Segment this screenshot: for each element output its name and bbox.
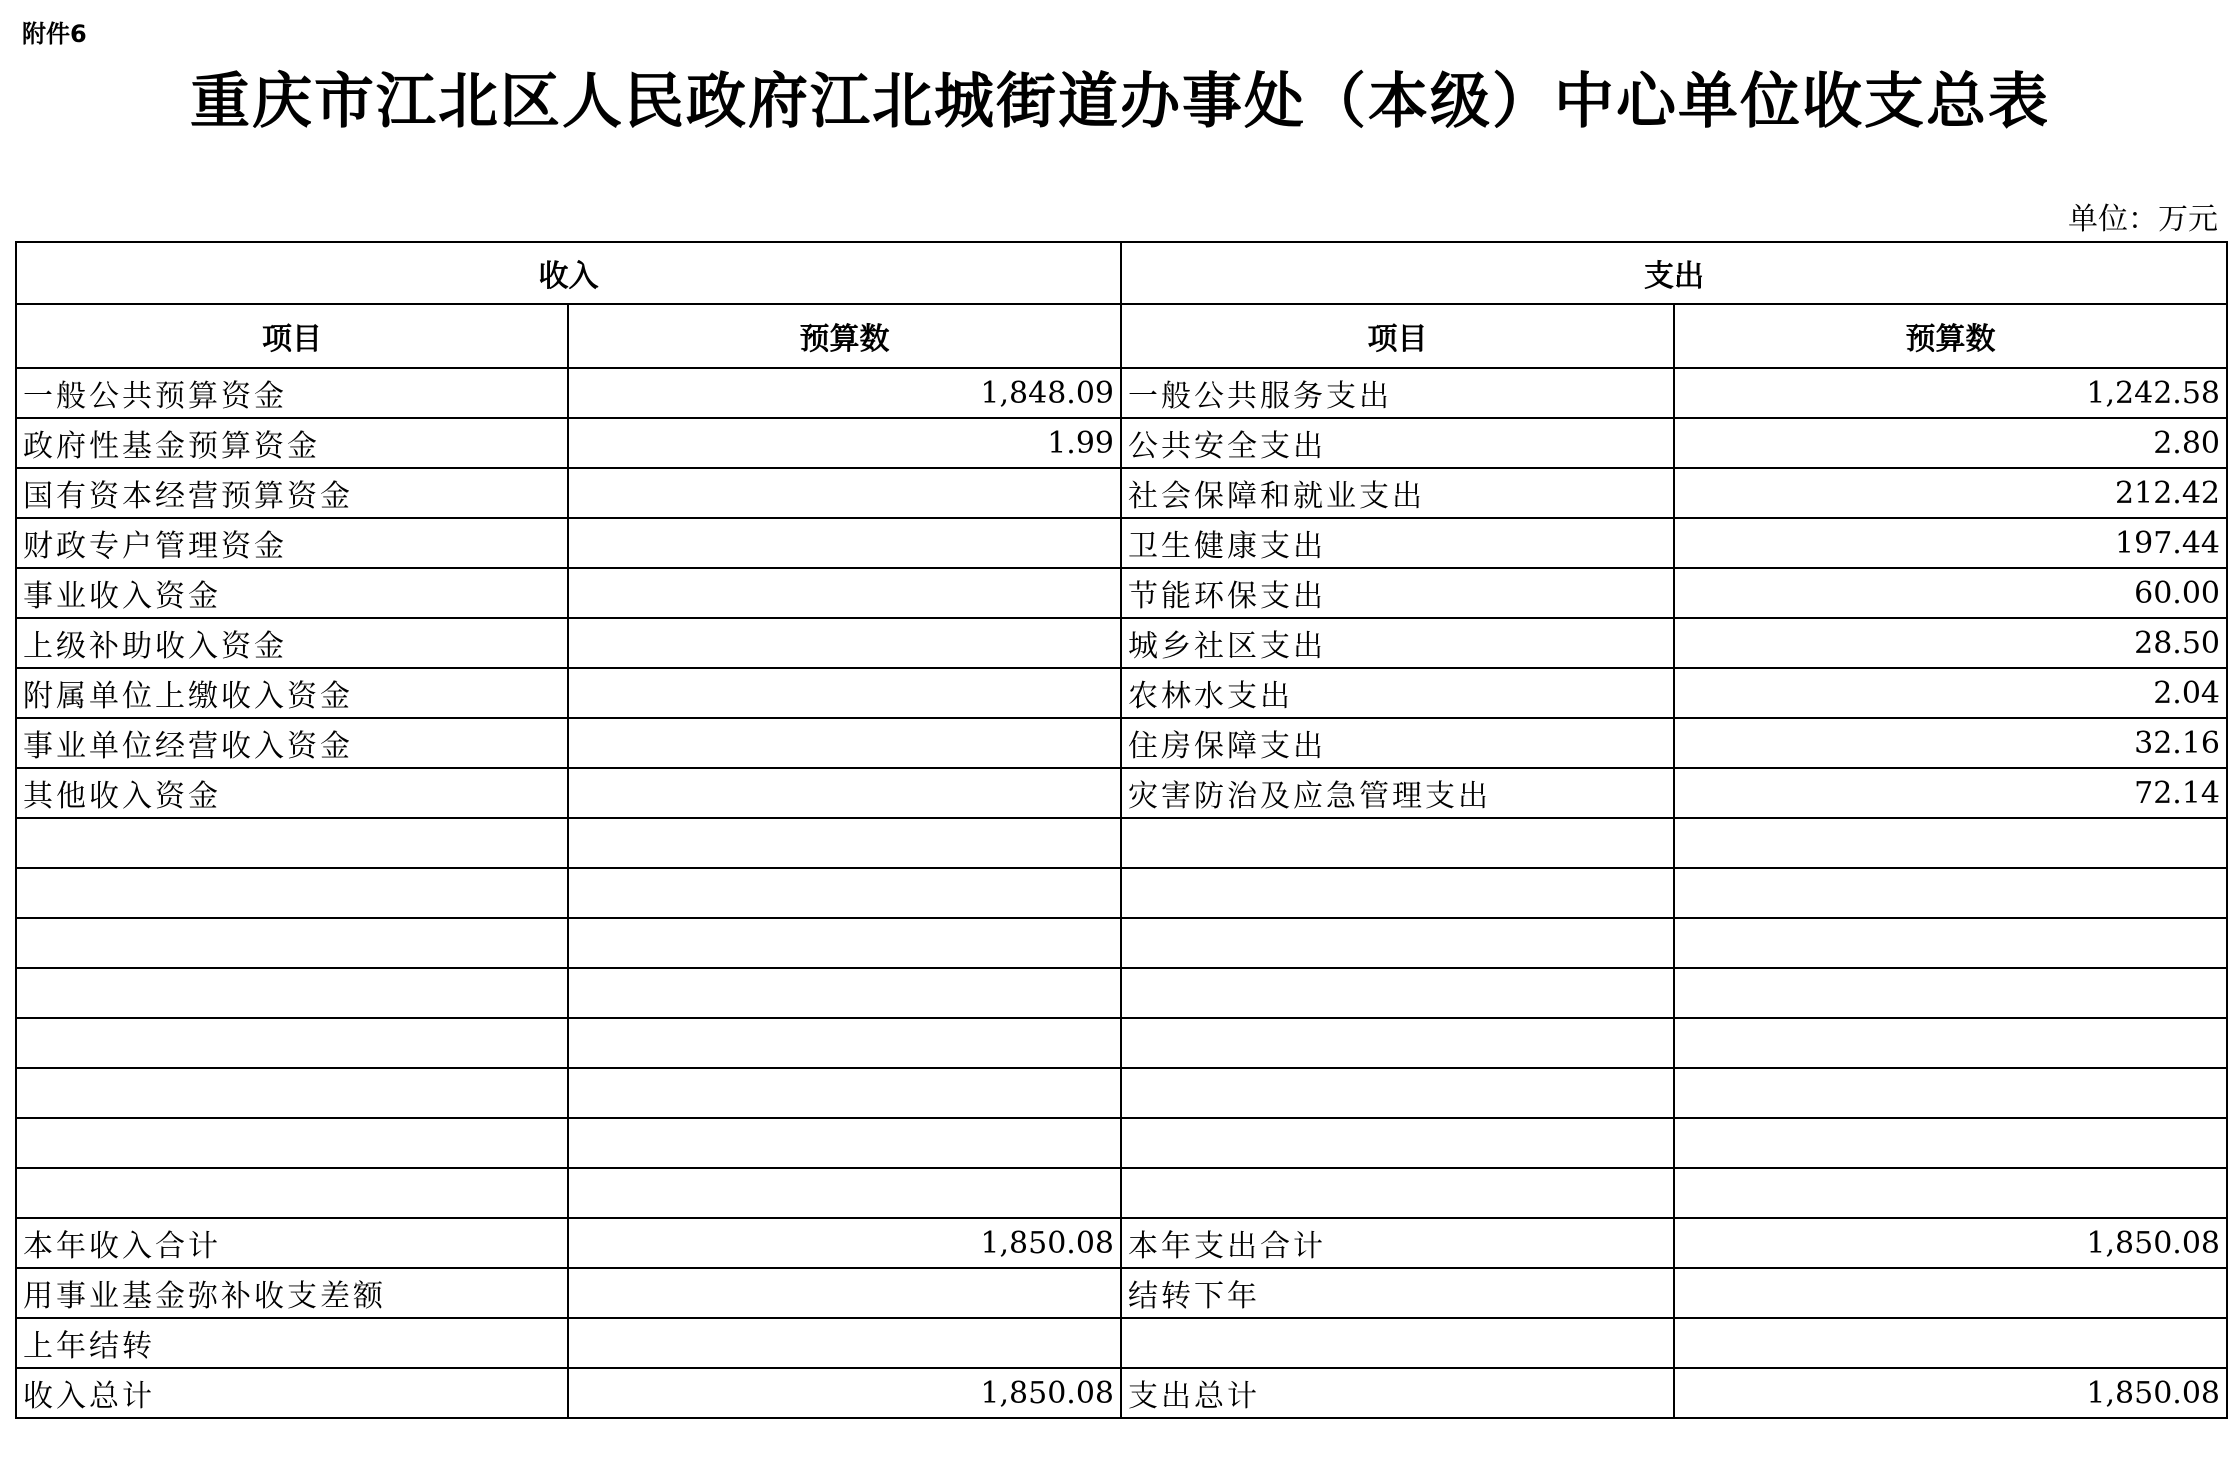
expense-value-cell: 1,850.08	[1674, 1368, 2227, 1418]
expense-budget-header: 预算数	[1674, 304, 2227, 368]
income-value-cell	[568, 1018, 1121, 1068]
income-value-cell	[568, 468, 1121, 518]
income-item-cell: 其他收入资金	[16, 768, 568, 818]
expense-value-cell: 197.44	[1674, 518, 2227, 568]
income-item-cell: 上年结转	[16, 1318, 568, 1368]
table-row	[16, 1018, 2227, 1068]
table-row	[16, 1318, 2227, 1368]
income-value-cell	[568, 818, 1121, 868]
group-header-row	[16, 242, 2227, 304]
table-row	[16, 868, 2227, 918]
income-value-cell	[568, 668, 1121, 718]
expense-item-cell	[1121, 918, 1674, 968]
expense-item-cell: 本年支出合计	[1121, 1218, 1674, 1268]
table-row	[16, 518, 2227, 568]
expense-value-cell	[1674, 918, 2227, 968]
income-value-cell	[568, 618, 1121, 668]
expense-item-cell: 灾害防治及应急管理支出	[1121, 768, 1674, 818]
income-item-cell	[16, 1018, 568, 1068]
expense-value-cell	[1674, 1018, 2227, 1068]
income-item-cell	[16, 868, 568, 918]
income-item-cell: 事业单位经营收入资金	[16, 718, 568, 768]
income-value-cell	[568, 1068, 1121, 1118]
table-row	[16, 768, 2227, 818]
expense-item-cell: 卫生健康支出	[1121, 518, 1674, 568]
expense-value-cell: 72.14	[1674, 768, 2227, 818]
table-row	[16, 468, 2227, 518]
income-item-cell: 本年收入合计	[16, 1218, 568, 1268]
expense-item-cell: 住房保障支出	[1121, 718, 1674, 768]
income-item-cell: 政府性基金预算资金	[16, 418, 568, 468]
expense-value-cell	[1674, 1068, 2227, 1118]
income-value-cell	[568, 568, 1121, 618]
income-value-cell	[568, 1118, 1121, 1168]
income-value-cell: 1.99	[568, 418, 1121, 468]
expense-value-cell	[1674, 818, 2227, 868]
expense-item-cell: 社会保障和就业支出	[1121, 468, 1674, 518]
expense-value-cell: 1,850.08	[1674, 1218, 2227, 1268]
income-value-cell	[568, 718, 1121, 768]
income-value-cell	[568, 868, 1121, 918]
income-item-cell: 一般公共预算资金	[16, 368, 568, 418]
expense-item-cell	[1121, 818, 1674, 868]
income-item-cell: 附属单位上缴收入资金	[16, 668, 568, 718]
expense-value-cell: 60.00	[1674, 568, 2227, 618]
expense-item-cell	[1121, 1118, 1674, 1168]
table-row	[16, 918, 2227, 968]
expense-value-cell: 28.50	[1674, 618, 2227, 668]
income-value-cell	[568, 968, 1121, 1018]
income-item-cell: 财政专户管理资金	[16, 518, 568, 568]
table-row	[16, 1118, 2227, 1168]
attachment-label: 附件6	[22, 20, 87, 48]
expense-value-cell	[1674, 1118, 2227, 1168]
table-row	[16, 418, 2227, 468]
table-row	[16, 1168, 2227, 1218]
table-row	[16, 968, 2227, 1018]
income-item-cell	[16, 1168, 568, 1218]
expense-item-header: 项目	[1121, 304, 1674, 368]
income-item-cell: 用事业基金弥补收支差额	[16, 1268, 568, 1318]
expense-value-cell	[1674, 868, 2227, 918]
table-row	[16, 668, 2227, 718]
expense-item-cell	[1121, 1068, 1674, 1118]
income-item-cell	[16, 818, 568, 868]
income-item-cell: 收入总计	[16, 1368, 568, 1418]
expense-item-cell	[1121, 868, 1674, 918]
income-value-cell	[568, 768, 1121, 818]
income-value-cell	[568, 918, 1121, 968]
expense-item-cell: 结转下年	[1121, 1268, 1674, 1318]
expense-item-cell: 公共安全支出	[1121, 418, 1674, 468]
income-value-cell	[568, 1168, 1121, 1218]
expense-value-cell: 2.80	[1674, 418, 2227, 468]
income-value-cell	[568, 1268, 1121, 1318]
expense-item-cell: 支出总计	[1121, 1368, 1674, 1418]
table-row	[16, 368, 2227, 418]
income-item-cell	[16, 1068, 568, 1118]
income-header: 收入	[16, 242, 1121, 304]
income-item-cell: 国有资本经营预算资金	[16, 468, 568, 518]
expense-item-cell: 农林水支出	[1121, 668, 1674, 718]
expense-value-cell	[1674, 1318, 2227, 1368]
expense-item-cell	[1121, 1318, 1674, 1368]
expense-value-cell	[1674, 1168, 2227, 1218]
column-header-row	[16, 304, 2227, 368]
income-item-cell	[16, 1118, 568, 1168]
expense-item-cell: 一般公共服务支出	[1121, 368, 1674, 418]
table-row	[16, 818, 2227, 868]
income-value-cell: 1,848.09	[568, 368, 1121, 418]
income-item-cell: 上级补助收入资金	[16, 618, 568, 668]
expense-value-cell: 212.42	[1674, 468, 2227, 518]
expense-value-cell	[1674, 1268, 2227, 1318]
budget-summary-table	[15, 241, 2228, 1419]
expense-value-cell: 2.04	[1674, 668, 2227, 718]
expense-value-cell: 32.16	[1674, 718, 2227, 768]
expense-item-cell: 城乡社区支出	[1121, 618, 1674, 668]
expense-item-cell	[1121, 968, 1674, 1018]
table-row	[16, 1268, 2227, 1318]
income-item-cell	[16, 968, 568, 1018]
table-row	[16, 618, 2227, 668]
income-value-cell	[568, 1318, 1121, 1368]
table-body	[16, 242, 2227, 1418]
table-row	[16, 1368, 2227, 1418]
income-item-cell	[16, 918, 568, 968]
expense-header: 支出	[1121, 242, 2227, 304]
income-item-cell: 事业收入资金	[16, 568, 568, 618]
unit-label: 单位：万元	[2068, 202, 2218, 237]
income-budget-header: 预算数	[568, 304, 1121, 368]
income-value-cell	[568, 518, 1121, 568]
table-row	[16, 718, 2227, 768]
expense-item-cell	[1121, 1018, 1674, 1068]
expense-item-cell	[1121, 1168, 1674, 1218]
income-item-header: 项目	[16, 304, 568, 368]
table-row	[16, 1218, 2227, 1268]
expense-value-cell	[1674, 968, 2227, 1018]
income-value-cell: 1,850.08	[568, 1368, 1121, 1418]
table-row	[16, 1068, 2227, 1118]
page-title: 重庆市江北区人民政府江北城街道办事处（本级）中心单位收支总表	[190, 67, 2050, 137]
table-row	[16, 568, 2227, 618]
income-value-cell: 1,850.08	[568, 1218, 1121, 1268]
expense-value-cell: 1,242.58	[1674, 368, 2227, 418]
expense-item-cell: 节能环保支出	[1121, 568, 1674, 618]
